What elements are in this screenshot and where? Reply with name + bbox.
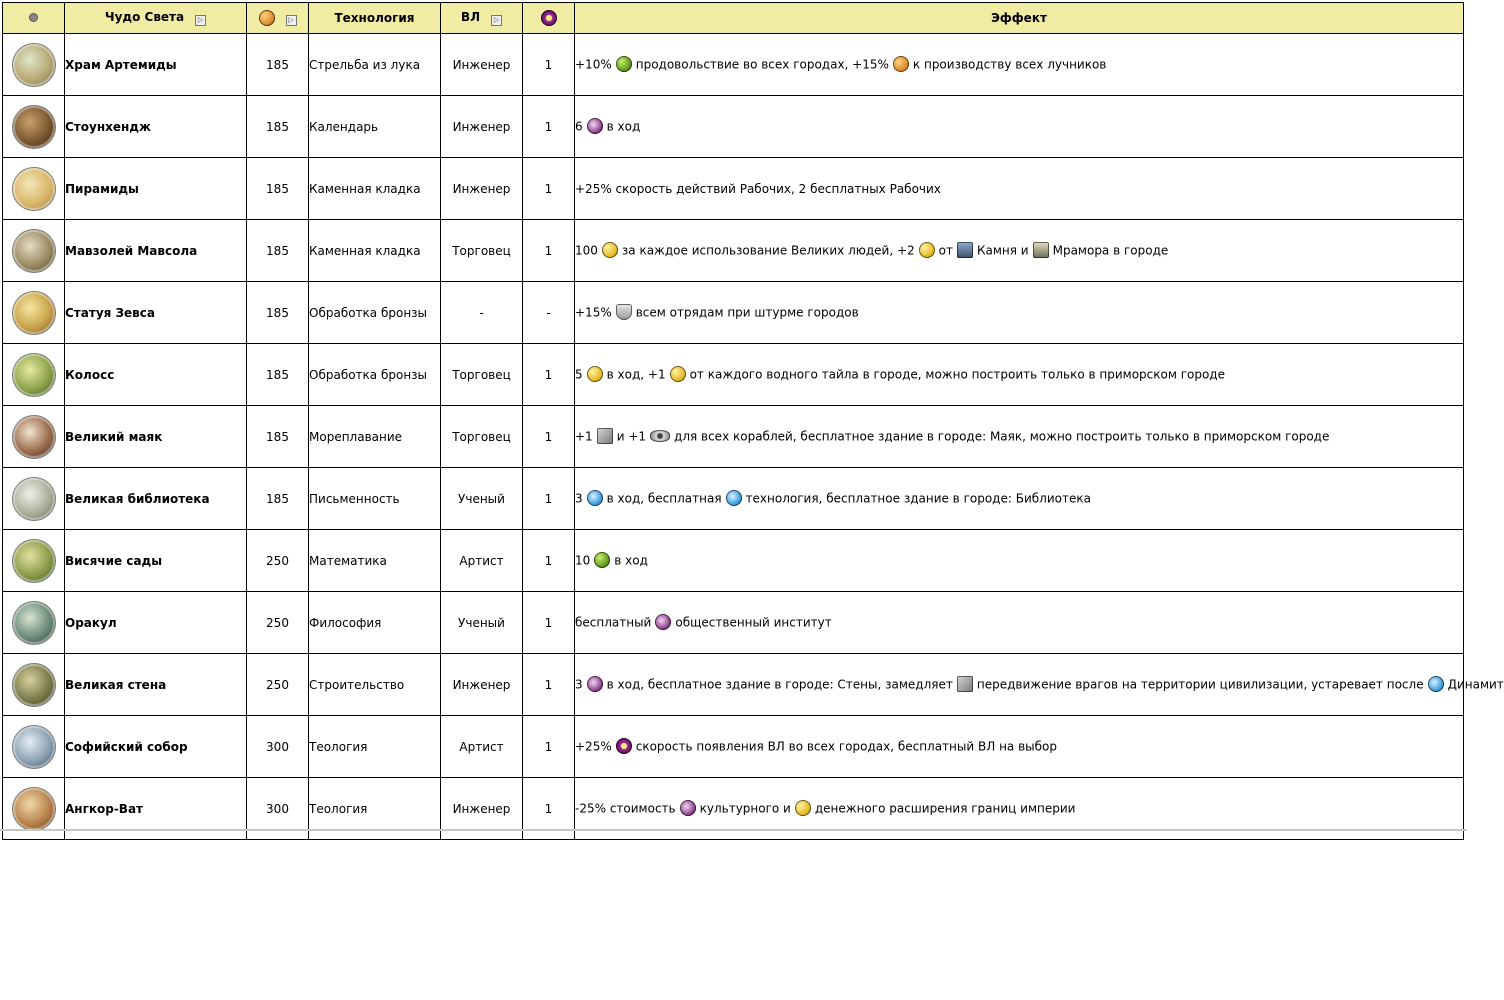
wonder-tech: Календарь (309, 96, 441, 158)
wonder-great-person: Инженер (441, 158, 523, 220)
effect-text: +25% скорость действий Рабочих, 2 бесплатных Рабочих (575, 181, 941, 196)
food-icon (616, 56, 632, 72)
table-row (3, 344, 1464, 406)
wonder-tech: Обработка бронзы (309, 344, 441, 406)
image-column-icon (29, 13, 38, 22)
table-row (3, 406, 1464, 468)
effect-text: 10 (575, 553, 591, 567)
wonder-name: Оракул (65, 592, 247, 654)
effect-text: культурного и (699, 801, 791, 815)
wonder-gp-points: 1 (523, 34, 575, 96)
wonder-name: Великий маяк (65, 406, 247, 468)
wonder-effect (575, 654, 1504, 716)
wonder-name: Софийский собор (65, 716, 247, 778)
wonder-image (13, 292, 55, 334)
wonder-name: Висячие сады (65, 530, 247, 592)
wonder-tech: Теология (309, 778, 441, 840)
effect-text: +25% (575, 739, 612, 753)
wonder-great-person: Артист (441, 716, 523, 778)
wonder-cost: 185 (247, 34, 309, 96)
wonder-tech: Мореплавание (309, 406, 441, 468)
header-cost[interactable] (247, 3, 309, 34)
effect-text: в ход (614, 553, 648, 567)
science-icon (726, 490, 742, 506)
gold-icon (587, 366, 603, 382)
wonder-gp-points: - (523, 282, 575, 344)
wonder-image-cell (3, 468, 65, 530)
effect-text: 3 (575, 677, 583, 691)
wonder-tech: Философия (309, 592, 441, 654)
wonder-effect (575, 468, 1464, 530)
wonder-image-cell (3, 158, 65, 220)
strength-icon (616, 304, 632, 320)
effect-text: в ход, бесплатное здание в городе: Стены, замедляет (606, 677, 953, 691)
wonder-image (13, 478, 55, 520)
wonder-name: Храм Артемиды (65, 34, 247, 96)
wonder-image-cell (3, 592, 65, 654)
wonder-cost: 250 (247, 592, 309, 654)
wonder-effect (575, 406, 1464, 468)
movement-icon (597, 428, 613, 444)
production-icon (259, 10, 275, 26)
wonder-image-cell (3, 220, 65, 282)
marble-resource-icon (1033, 242, 1049, 258)
table-row (3, 592, 1464, 654)
wonder-image (13, 788, 55, 830)
gold-icon (795, 800, 811, 816)
wonder-great-person: Инженер (441, 778, 523, 840)
table-row (3, 34, 1464, 96)
sort-icon[interactable]: ▷ (491, 15, 502, 26)
movement-icon (957, 676, 973, 692)
production-icon (893, 56, 909, 72)
wonder-cost: 185 (247, 282, 309, 344)
table-row (3, 530, 1464, 592)
wonder-image-cell (3, 34, 65, 96)
wonder-tech: Обработка бронзы (309, 282, 441, 344)
wonder-cost: 185 (247, 468, 309, 530)
effect-text: и +1 (616, 429, 647, 443)
food-icon (594, 552, 610, 568)
effect-text: +15% (575, 305, 612, 319)
effect-text: от (938, 243, 953, 257)
wonder-tech: Письменность (309, 468, 441, 530)
table-row (3, 468, 1464, 530)
wonder-cost: 300 (247, 778, 309, 840)
wonder-name: Ангкор-Ват (65, 778, 247, 840)
wonder-image-cell (3, 716, 65, 778)
table-header-row (3, 3, 1464, 34)
wonder-tech: Стрельба из лука (309, 34, 441, 96)
culture-icon (655, 614, 671, 630)
table-row (3, 654, 1464, 716)
wonder-image (13, 106, 55, 148)
wonder-gp-points: 1 (523, 530, 575, 592)
wonder-name: Стоунхендж (65, 96, 247, 158)
header-effect-label: Эффект (991, 11, 1047, 25)
effect-text: за каждое использование Великих людей, +2 (621, 243, 915, 257)
wonder-cost: 185 (247, 220, 309, 282)
wonder-gp-points: 1 (523, 716, 575, 778)
table-row (3, 158, 1464, 220)
header-name[interactable] (65, 3, 247, 34)
wonder-image (13, 230, 55, 272)
wonder-image (13, 602, 55, 644)
wonder-image (13, 664, 55, 706)
great-person-points-icon (541, 10, 557, 26)
table-row (3, 220, 1464, 282)
wonder-name: Великая библиотека (65, 468, 247, 530)
wonder-great-person: Торговец (441, 406, 523, 468)
wonder-effect (575, 344, 1464, 406)
wonder-gp-points: 1 (523, 96, 575, 158)
header-image-column[interactable] (3, 3, 65, 34)
wonder-cost: 185 (247, 96, 309, 158)
wonder-gp-points: 1 (523, 344, 575, 406)
effect-text: к производству всех лучников (912, 57, 1107, 71)
wonders-table-container (2, 2, 1504, 830)
wonder-image (13, 416, 55, 458)
sort-icon[interactable]: ▷ (195, 15, 206, 26)
wonder-great-person: Инженер (441, 96, 523, 158)
wonder-great-person: Торговец (441, 344, 523, 406)
wonder-great-person: Ученый (441, 468, 523, 530)
wonder-gp-points: 1 (523, 654, 575, 716)
table-row (3, 96, 1464, 158)
wonder-image-cell (3, 406, 65, 468)
wonder-image-cell (3, 344, 65, 406)
wonder-gp-points: 1 (523, 592, 575, 654)
wonder-great-person: - (441, 282, 523, 344)
effect-text: Мрамора в городе (1052, 243, 1169, 257)
table-row (3, 716, 1464, 778)
wonder-image (13, 726, 55, 768)
wonder-tech: Строительство (309, 654, 441, 716)
effect-text: Камня и (976, 243, 1029, 257)
wonders-table (2, 2, 1504, 840)
wonder-gp-points: 1 (523, 158, 575, 220)
stone-resource-icon (957, 242, 973, 258)
effect-text: 100 (575, 243, 598, 257)
wonder-name: Великая стена (65, 654, 247, 716)
sort-icon[interactable]: ▷ (286, 15, 297, 26)
wonder-name: Колосс (65, 344, 247, 406)
wonder-cost: 250 (247, 530, 309, 592)
wonder-effect (575, 220, 1464, 282)
science-icon (587, 490, 603, 506)
header-gp-label: ВЛ (460, 10, 481, 24)
wonder-gp-points: 1 (523, 406, 575, 468)
wonder-great-person: Торговец (441, 220, 523, 282)
wonder-effect (575, 34, 1464, 96)
gold-icon (670, 366, 686, 382)
wonder-effect (575, 282, 1464, 344)
culture-icon (680, 800, 696, 816)
wonder-name: Статуя Зевса (65, 282, 247, 344)
header-name-label: Чудо Света (104, 10, 185, 24)
effect-text: бесплатный (575, 615, 652, 629)
wonder-effect (575, 530, 1464, 592)
effect-text: +1 (575, 429, 593, 443)
wonder-cost: 250 (247, 654, 309, 716)
wonder-name: Пирамиды (65, 158, 247, 220)
gold-icon (919, 242, 935, 258)
wonder-image-cell (3, 96, 65, 158)
wonder-image (13, 540, 55, 582)
effect-text: +10% (575, 57, 612, 71)
effect-text: в ход, +1 (606, 367, 666, 381)
wonder-tech: Теология (309, 716, 441, 778)
effect-text: денежного расширения границ империи (814, 801, 1076, 815)
wonder-great-person: Ученый (441, 592, 523, 654)
wonder-effect (575, 96, 1464, 158)
wonder-gp-points: 1 (523, 778, 575, 840)
wonder-image-cell (3, 282, 65, 344)
wonder-tech: Каменная кладка (309, 158, 441, 220)
effect-text: общественный институт (675, 615, 832, 629)
wonder-cost: 185 (247, 158, 309, 220)
effect-text: в ход (606, 119, 641, 133)
effect-text: скорость появления ВЛ во всех городах, бесплатный ВЛ на выбор (635, 739, 1057, 753)
culture-icon (587, 118, 603, 134)
wonder-great-person: Инженер (441, 654, 523, 716)
wonder-cost: 300 (247, 716, 309, 778)
wonder-cost: 185 (247, 344, 309, 406)
wonder-cost: 185 (247, 406, 309, 468)
header-great-person[interactable] (441, 3, 523, 34)
wonder-great-person: Артист (441, 530, 523, 592)
great-person-icon (616, 738, 632, 754)
science-icon (1428, 676, 1444, 692)
effect-text: 5 (575, 367, 583, 381)
effect-text: в ход, бесплатная (606, 491, 722, 505)
wonder-image (13, 44, 55, 86)
effect-text: для всех кораблей, бесплатное здание в городе: Маяк, можно построить только в приморском городе (674, 429, 1330, 443)
culture-icon (587, 676, 603, 692)
effect-text: 6 (575, 119, 583, 133)
effect-text: Динамит (1447, 677, 1504, 691)
gold-icon (602, 242, 618, 258)
page-divider (0, 829, 1467, 831)
wonder-effect (575, 158, 1464, 220)
header-tech-label: Технология (334, 11, 415, 25)
table-row (3, 282, 1464, 344)
effect-text: передвижение врагов на территории цивилизации, устаревает после (976, 677, 1424, 691)
wonder-effect (575, 592, 1464, 654)
wonder-tech: Каменная кладка (309, 220, 441, 282)
wonder-image-cell (3, 654, 65, 716)
effect-text: технология, бесплатное здание в городе: Библиотека (745, 491, 1091, 505)
wonder-tech: Математика (309, 530, 441, 592)
wonder-name: Мавзолей Мавсола (65, 220, 247, 282)
effect-text: 3 (575, 491, 583, 505)
wonder-effect (575, 716, 1464, 778)
header-points[interactable] (523, 3, 575, 34)
effect-text: -25% стоимость (575, 801, 676, 815)
header-tech[interactable] (309, 3, 441, 34)
wonder-gp-points: 1 (523, 220, 575, 282)
effect-text: всем отрядам при штурме городов (635, 305, 859, 319)
wonder-great-person: Инженер (441, 34, 523, 96)
wonder-gp-points: 1 (523, 468, 575, 530)
sight-icon (650, 430, 670, 442)
wonder-image-cell (3, 530, 65, 592)
wonder-image (13, 354, 55, 396)
header-effect[interactable] (575, 3, 1464, 34)
wonder-image (13, 168, 55, 210)
effect-text: от каждого водного тайла в городе, можно построить только в приморском городе (689, 367, 1225, 381)
effect-text: продовольствие во всех городах, +15% (635, 57, 889, 71)
